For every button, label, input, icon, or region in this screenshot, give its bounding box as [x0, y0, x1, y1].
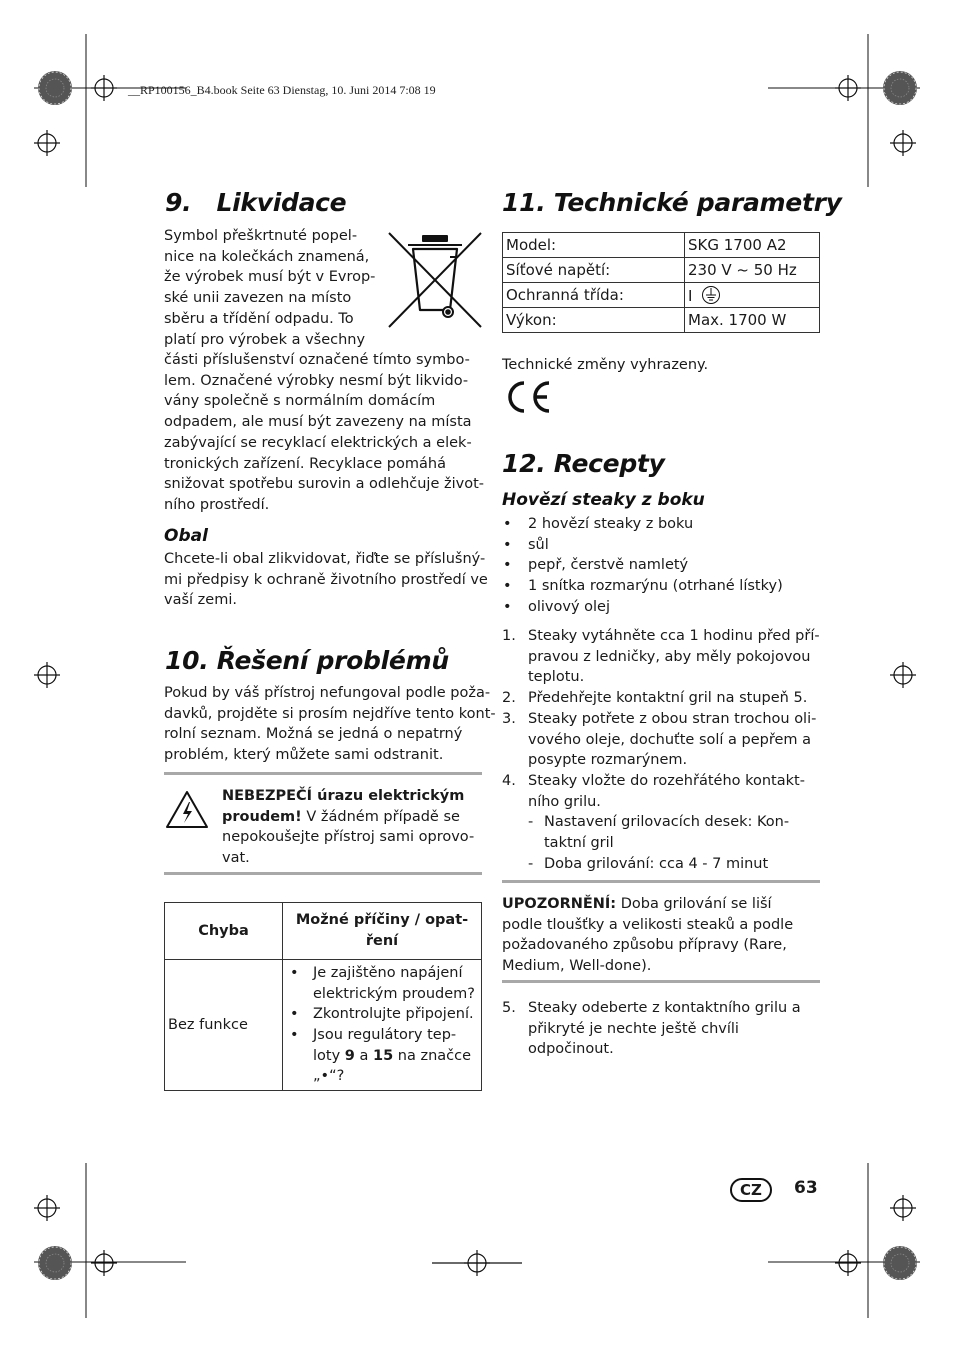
section-10-intro: [164, 683, 496, 766]
text-line: platí pro výrobek a všechny: [164, 331, 366, 348]
sub-item: - Nastavení grilovacích desek: Kon- taktní gril: [528, 814, 790, 852]
table-row: [165, 960, 482, 1091]
protective-earth-icon: [701, 285, 721, 305]
list-item: • Zkontrolujte připojení.: [287, 1004, 477, 1025]
bullet-icon: •: [290, 1006, 299, 1023]
table-row: [503, 258, 820, 283]
list-item: • pepř, čerstvě namletý: [502, 555, 822, 576]
text-line: davků, projděte si prosím nejdříve tento kont-: [164, 705, 496, 722]
table-cell-causes: [283, 960, 482, 1091]
warning-top-rule: [164, 772, 482, 775]
table-row: [503, 283, 820, 308]
bullet-icon: •: [290, 1027, 299, 1043]
spec-value: SKG 1700 A2: [685, 233, 820, 258]
text-line: lem. Označené výrobky nesmí být likvido-: [164, 372, 469, 389]
bullet-icon: •: [290, 964, 299, 981]
list-item: • sůl: [502, 535, 822, 556]
text-line: že výrobek musí být v Evrop-: [164, 269, 376, 286]
spec-value: Max. 1700 W: [685, 308, 820, 333]
step-5: 5. Steaky odeberte z kontaktního grilu a přikryté je nechte ještě chvíli odpočinout.: [502, 1000, 801, 1058]
recipe-title: Hovězí steaky z boku: [502, 490, 705, 510]
list-item: • Je zajištěno napájení elektrickým proudem?: [290, 964, 475, 1002]
bullet-icon: •: [503, 536, 512, 553]
note-block: UPOZORNĚNÍ: Doba grilování se liší podle tloušťky a velikosti steaků a podle požadovaného způsobu přípravy (Rare, Medium, Well-done).: [502, 894, 793, 977]
obal-heading: Obal: [164, 526, 208, 546]
cause-list: [287, 963, 477, 1087]
section-9-body: [164, 350, 484, 516]
svg-text:CE: CE: [503, 379, 505, 380]
text-line: problém, který můžete sami odstranit.: [164, 747, 444, 764]
spec-label: Model:: [503, 233, 685, 258]
text-line: ního prostředí.: [164, 496, 270, 513]
list-item: 4. Steaky vložte do rozehřátého kontakt- ního grilu. - Nastavení grilovacích desek: Kon- taktní gril - Doba grilování: cca 4 - 7 minut: [502, 771, 824, 875]
table-cell-fault: Bez funkce: [165, 960, 283, 1091]
note-bottom-rule: [502, 980, 820, 983]
spec-value-class: I: [685, 283, 820, 308]
section-9-title: 9. Likvidace: [165, 188, 347, 217]
list-item: 3. Steaky potřete z obou stran trochou oli- vového oleje, dochuťte solí a pepřem a posypte rozmarýnem.: [502, 710, 817, 769]
spec-label: Ochranná třída:: [503, 283, 685, 308]
ingredients-list: [502, 514, 822, 618]
bullet-icon: •: [503, 598, 512, 615]
header-line: Možné příčiny / opat-: [295, 912, 469, 929]
table-header-chyba: Chyba: [165, 903, 283, 960]
text-line: nepokoušejte přístroj sami oprovo-: [222, 829, 475, 846]
warning-bold-1: NEBEZPEČÍ úrazu elektrickým: [222, 788, 465, 804]
list-item: 2. Předehřejte kontaktní gril na stupeň 5.: [502, 690, 808, 707]
list-item: • 1 snítka rozmarýnu (otrhané lístky): [502, 576, 822, 597]
text-line: požadovaného způsobu přípravy (Rare,: [502, 937, 787, 954]
text-line: Medium, Well-done).: [502, 958, 652, 975]
text-line: vaší zemi.: [164, 592, 237, 609]
section-10-title: 10. Řešení problémů: [165, 646, 449, 675]
list-item: • olivový olej: [502, 597, 822, 618]
text-line: rolní seznam. Možná se jedná o nepatrný: [164, 726, 463, 743]
troubleshooting-table: [164, 902, 482, 1091]
text-line: Pokud by váš přístroj nefungoval podle poža-: [164, 685, 491, 701]
note-top-rule: [502, 880, 820, 883]
warning-text: [222, 786, 474, 869]
running-head: __RP100156_B4.book Seite 63 Dienstag, 10. Juni 2014 7:08 19: [128, 83, 436, 97]
text-line: Symbol přeškrtnuté popel-: [164, 228, 358, 244]
text-line: snižovat spotřebu surovin a odlehčuje život-: [164, 476, 485, 493]
warning-bold-2: proudem!: [222, 808, 302, 825]
text-line: nice na kolečkách znamená,: [164, 248, 370, 265]
crossed-bin-icon: [386, 230, 484, 330]
text-line: části příslušenství označené tímto symbo-: [164, 352, 470, 368]
table-row: [165, 903, 482, 960]
list-item: 1. Steaky vytáhněte cca 1 hodinu před pří- pravou z ledničky, aby měly pokojovou teplotu.: [502, 628, 820, 686]
list-item: • Jsou regulátory tep- loty 9 a 15 na značce „•“?: [290, 1027, 472, 1085]
text-line: tronických zařízení. Recyklace pomáhá: [164, 455, 446, 472]
page-number: 63: [794, 1178, 818, 1198]
warning-bottom-rule: [164, 872, 482, 875]
note-label: UPOZORNĚNÍ:: [502, 896, 617, 912]
bullet-icon: •: [503, 578, 512, 595]
spec-value: 230 V ~ 50 Hz: [685, 258, 820, 283]
text-line: odpadem, ale musí být zavezeny na místa: [164, 414, 472, 431]
bullet-icon: •: [503, 516, 512, 532]
text-line: vány společně s normálním domácím: [164, 393, 436, 410]
ce-mark-icon: [503, 379, 553, 415]
warning-triangle-icon: [165, 790, 209, 830]
text-line: Chcete-li obal zlikvidovat, řiďte se příslušný-: [164, 551, 486, 567]
language-badge: CZ: [730, 1178, 772, 1202]
spec-label: Síťové napětí:: [503, 258, 685, 283]
text-line: mi předpisy k ochraně životního prostředí ve: [164, 571, 488, 588]
section-11-title: 11. Technické parametry: [502, 188, 842, 217]
text-line: zabývající se recyklací elektrických a elek-: [164, 434, 472, 451]
list-item: • 2 hovězí steaky z boku: [502, 514, 822, 535]
header-line: ření: [365, 933, 399, 949]
sub-item: - Doba grilování: cca 4 - 7 minut: [528, 855, 769, 872]
obal-text: [164, 549, 488, 611]
technical-note: Technické změny vyhrazeny.: [502, 357, 709, 373]
section-12-title: 12. Recepty: [502, 449, 665, 478]
text-line: podle tloušťky a velikosti steaků a podle: [502, 916, 794, 933]
section-9-wrap-text: [164, 226, 375, 350]
text-line: vat.: [222, 850, 250, 867]
spec-label: Výkon:: [503, 308, 685, 333]
warning-rest: V žádném případě se: [301, 808, 460, 825]
spec-table: [502, 232, 820, 333]
table-row: [503, 308, 820, 333]
bullet-icon: •: [503, 557, 512, 574]
steps-list: [502, 626, 824, 874]
table-row: [503, 233, 820, 258]
text-line: sběru a třídění odpadu. To: [164, 310, 354, 327]
table-header-priciny: [283, 903, 482, 960]
text-line: ské unii zavezen na místo: [164, 290, 352, 307]
